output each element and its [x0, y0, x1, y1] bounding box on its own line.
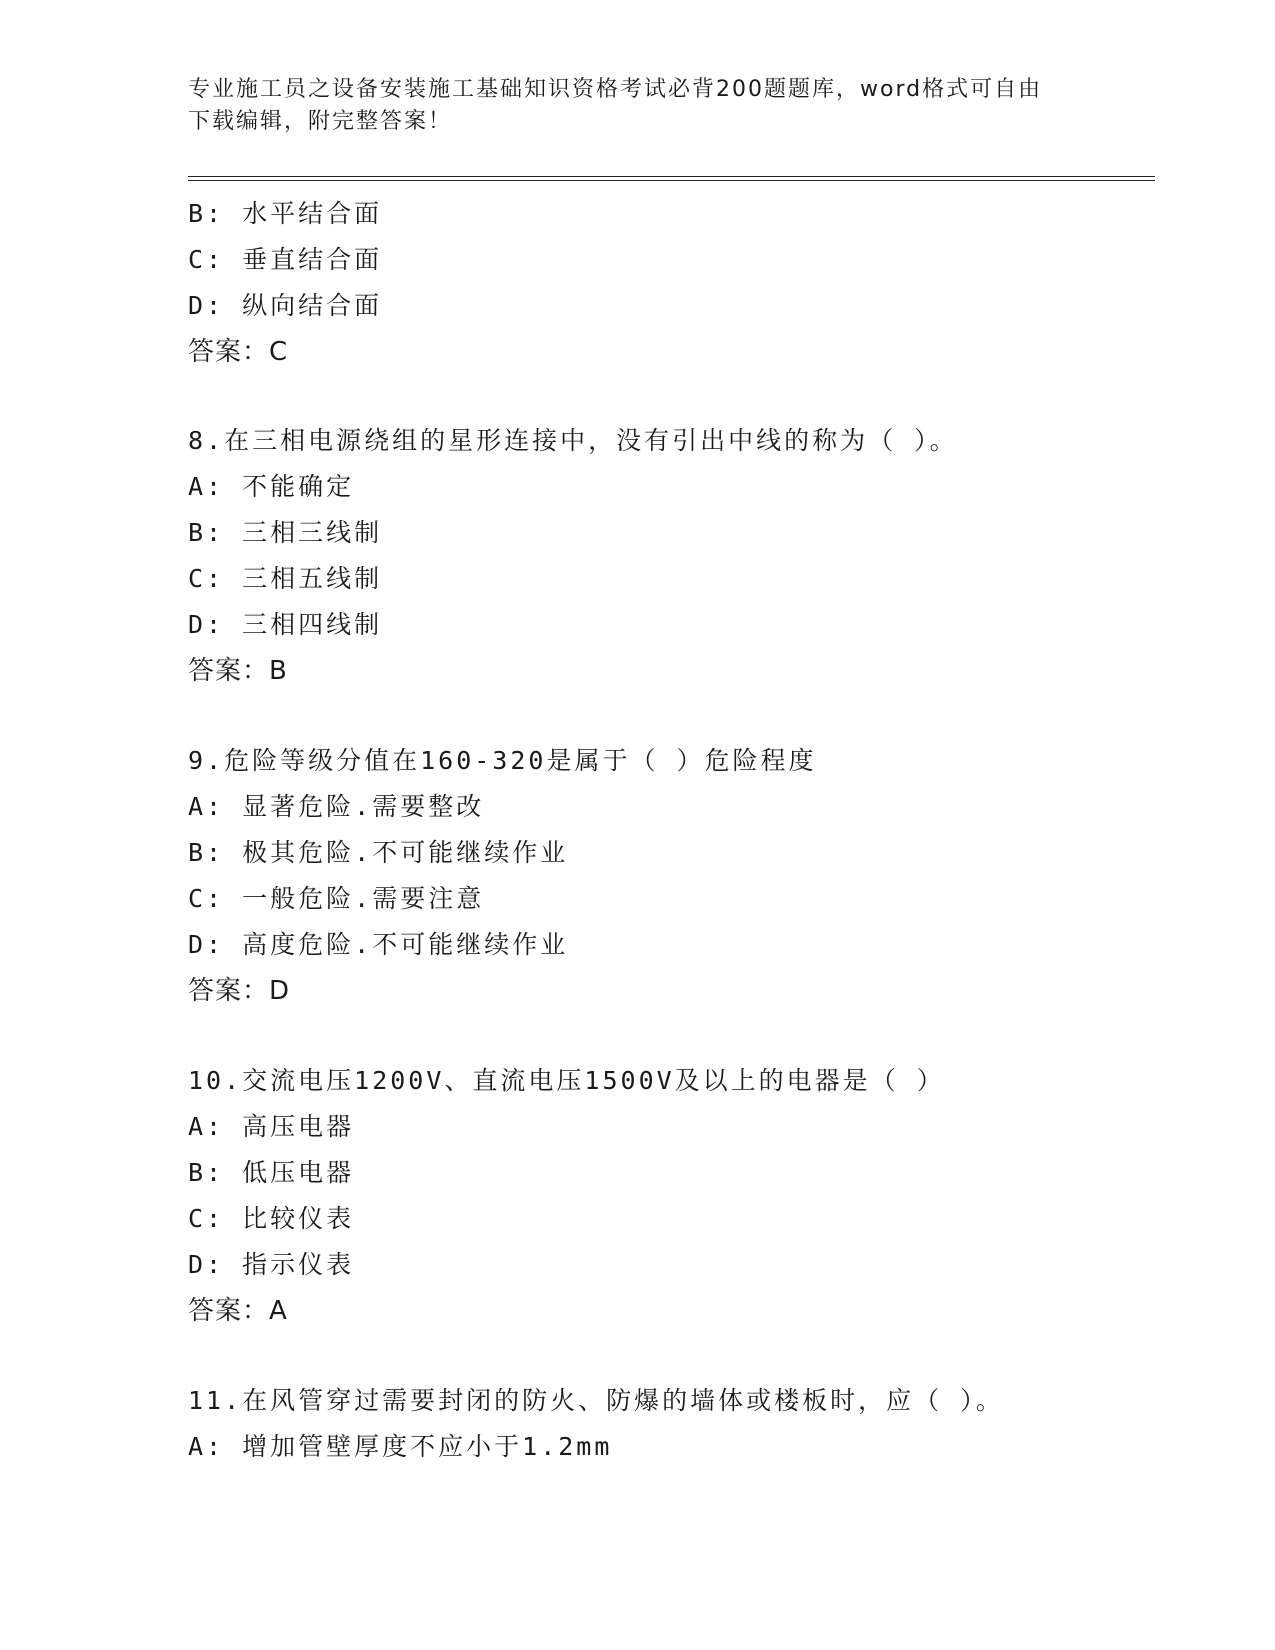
option-d: D: 指示仪表: [188, 1250, 355, 1279]
option-a: A: 显著危险.需要整改: [188, 792, 485, 821]
answer-line: 答案：C: [188, 337, 289, 367]
document-header: [188, 74, 1068, 138]
option-d: D: 纵向结合面: [188, 291, 383, 320]
option-b: B: 极其危险.不可能继续作业: [188, 838, 569, 867]
option-c: C: 垂直结合面: [188, 245, 383, 274]
question-7-continued: [188, 191, 1155, 375]
option-c: C: 比较仪表: [188, 1204, 355, 1233]
option-c: C: 一般危险.需要注意: [188, 884, 485, 913]
question-10: [188, 1058, 1155, 1334]
question-11: [188, 1378, 1155, 1470]
question-text: 9.危险等级分值在160-320是属于（ ）危险程度: [188, 746, 817, 775]
option-b: B: 低压电器: [188, 1158, 355, 1187]
option-d: D: 高度危险.不可能继续作业: [188, 930, 569, 959]
header-title-line-1: 专业施工员之设备安装施工基础知识资格考试必背200题题库，word格式可自由: [188, 77, 1043, 102]
question-8: [188, 418, 1155, 694]
option-b: B: 三相三线制: [188, 518, 383, 547]
question-text: 10.交流电压1200V、直流电压1500V及以上的电器是（ ）: [188, 1066, 945, 1095]
answer-line: 答案：B: [188, 656, 288, 686]
question-9: [188, 738, 1155, 1014]
spacer: [188, 694, 1155, 738]
option-a: A: 高压电器: [188, 1112, 355, 1141]
spacer: [188, 375, 1155, 418]
question-text: 11.在风管穿过需要封闭的防火、防爆的墙体或楼板时，应（ ）。: [188, 1386, 1004, 1415]
answer-line: 答案：D: [188, 976, 291, 1006]
option-a: A: 不能确定: [188, 472, 355, 501]
option-d: D: 三相四线制: [188, 610, 383, 639]
option-c: C: 三相五线制: [188, 564, 383, 593]
question-list: [188, 191, 1155, 1470]
spacer: [188, 1014, 1155, 1058]
question-text: 8.在三相电源绕组的星形连接中，没有引出中线的称为（ ）。: [188, 426, 958, 455]
option-b: B: 水平结合面: [188, 199, 383, 228]
answer-line: 答案：A: [188, 1296, 288, 1326]
header-title-line-2: 下载编辑，附完整答案！: [188, 109, 453, 134]
spacer: [188, 1334, 1155, 1378]
header-divider: [188, 176, 1155, 181]
option-a: A: 增加管壁厚度不应小于1.2mm: [188, 1432, 613, 1461]
